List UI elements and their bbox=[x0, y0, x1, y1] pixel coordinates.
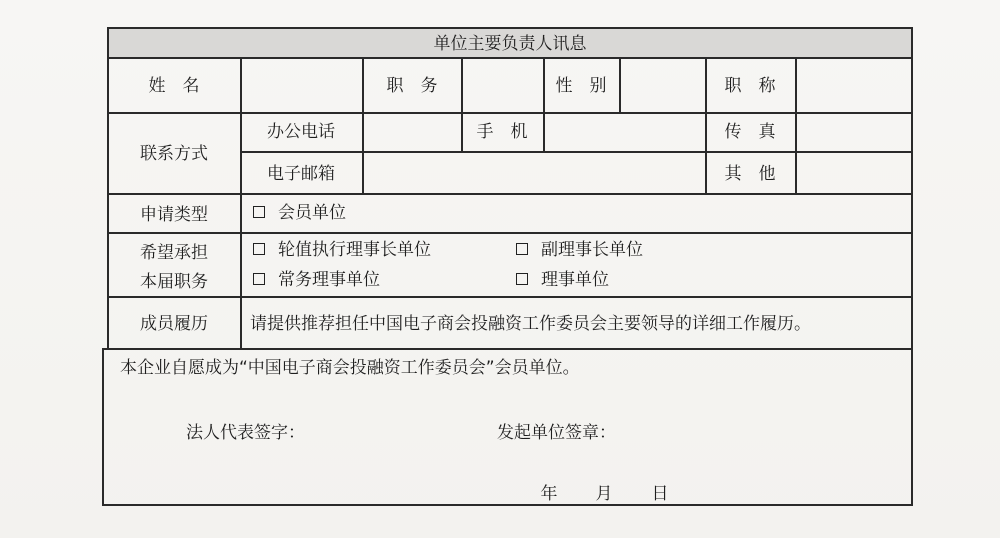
rule bbox=[107, 27, 913, 29]
name-label: 姓 名 bbox=[148, 76, 200, 96]
position-field[interactable] bbox=[463, 59, 542, 111]
director-checkbox[interactable] bbox=[516, 273, 528, 285]
role-option: 常务理事单位 bbox=[278, 270, 380, 290]
date-day-label: 日 bbox=[651, 484, 669, 504]
rule bbox=[911, 27, 913, 506]
rule bbox=[102, 504, 913, 506]
rule bbox=[362, 57, 364, 113]
other-label: 其 他 bbox=[724, 164, 776, 184]
rotating-executive-checkbox[interactable] bbox=[253, 243, 265, 255]
member-unit-option: 会员单位 bbox=[278, 203, 346, 223]
form-title: 单位主要负责人讯息 bbox=[433, 34, 587, 54]
mobile-label: 手 机 bbox=[476, 122, 528, 142]
title-field[interactable] bbox=[797, 59, 910, 111]
resume-label: 成员履历 bbox=[140, 314, 208, 334]
email-field[interactable] bbox=[364, 153, 704, 192]
other-field[interactable] bbox=[797, 153, 910, 192]
rule bbox=[461, 112, 463, 152]
vice-chair-checkbox[interactable] bbox=[516, 243, 528, 255]
resume-instruction: 请提供推荐担任中国电子商会投融资工作委员会主要领导的详细工作履历。 bbox=[250, 314, 811, 334]
office-phone-field[interactable] bbox=[364, 114, 460, 150]
role-label-line2: 本届职务 bbox=[140, 272, 208, 292]
fax-field[interactable] bbox=[797, 114, 910, 150]
rule bbox=[705, 112, 707, 194]
rule bbox=[107, 193, 913, 195]
rule bbox=[705, 57, 707, 113]
date-year-label: 年 bbox=[540, 484, 558, 504]
gender-label: 性 别 bbox=[555, 76, 607, 96]
rule bbox=[107, 232, 913, 234]
legal-rep-signature-label: 法人代表签字： bbox=[186, 423, 305, 443]
rule bbox=[107, 27, 109, 349]
role-option: 理事单位 bbox=[541, 270, 609, 290]
office-phone-label: 办公电话 bbox=[267, 122, 335, 142]
name-field[interactable] bbox=[242, 59, 361, 111]
declaration-text: 本企业自愿成为“中国电子商会投融资工作委员会”会员单位。 bbox=[120, 358, 580, 378]
member-unit-checkbox[interactable] bbox=[253, 206, 265, 218]
mobile-field[interactable] bbox=[545, 114, 704, 150]
rule bbox=[102, 348, 104, 506]
role-label-line1: 希望承担 bbox=[140, 243, 208, 263]
role-option: 副理事长单位 bbox=[541, 240, 643, 260]
title-label: 职 称 bbox=[724, 76, 776, 96]
unit-seal-label: 发起单位签章： bbox=[497, 423, 616, 443]
standing-director-checkbox[interactable] bbox=[253, 273, 265, 285]
email-label: 电子邮箱 bbox=[267, 164, 335, 184]
date-month-label: 月 bbox=[595, 484, 613, 504]
rule bbox=[102, 348, 913, 350]
rule bbox=[107, 296, 913, 298]
contact-label: 联系方式 bbox=[140, 144, 208, 164]
role-option: 轮值执行理事长单位 bbox=[278, 240, 431, 260]
gender-field[interactable] bbox=[621, 59, 704, 111]
rule bbox=[543, 57, 545, 113]
apply-type-label: 申请类型 bbox=[140, 205, 208, 225]
fax-label: 传 真 bbox=[724, 122, 776, 142]
position-label: 职 务 bbox=[386, 76, 438, 96]
rule bbox=[107, 112, 913, 114]
